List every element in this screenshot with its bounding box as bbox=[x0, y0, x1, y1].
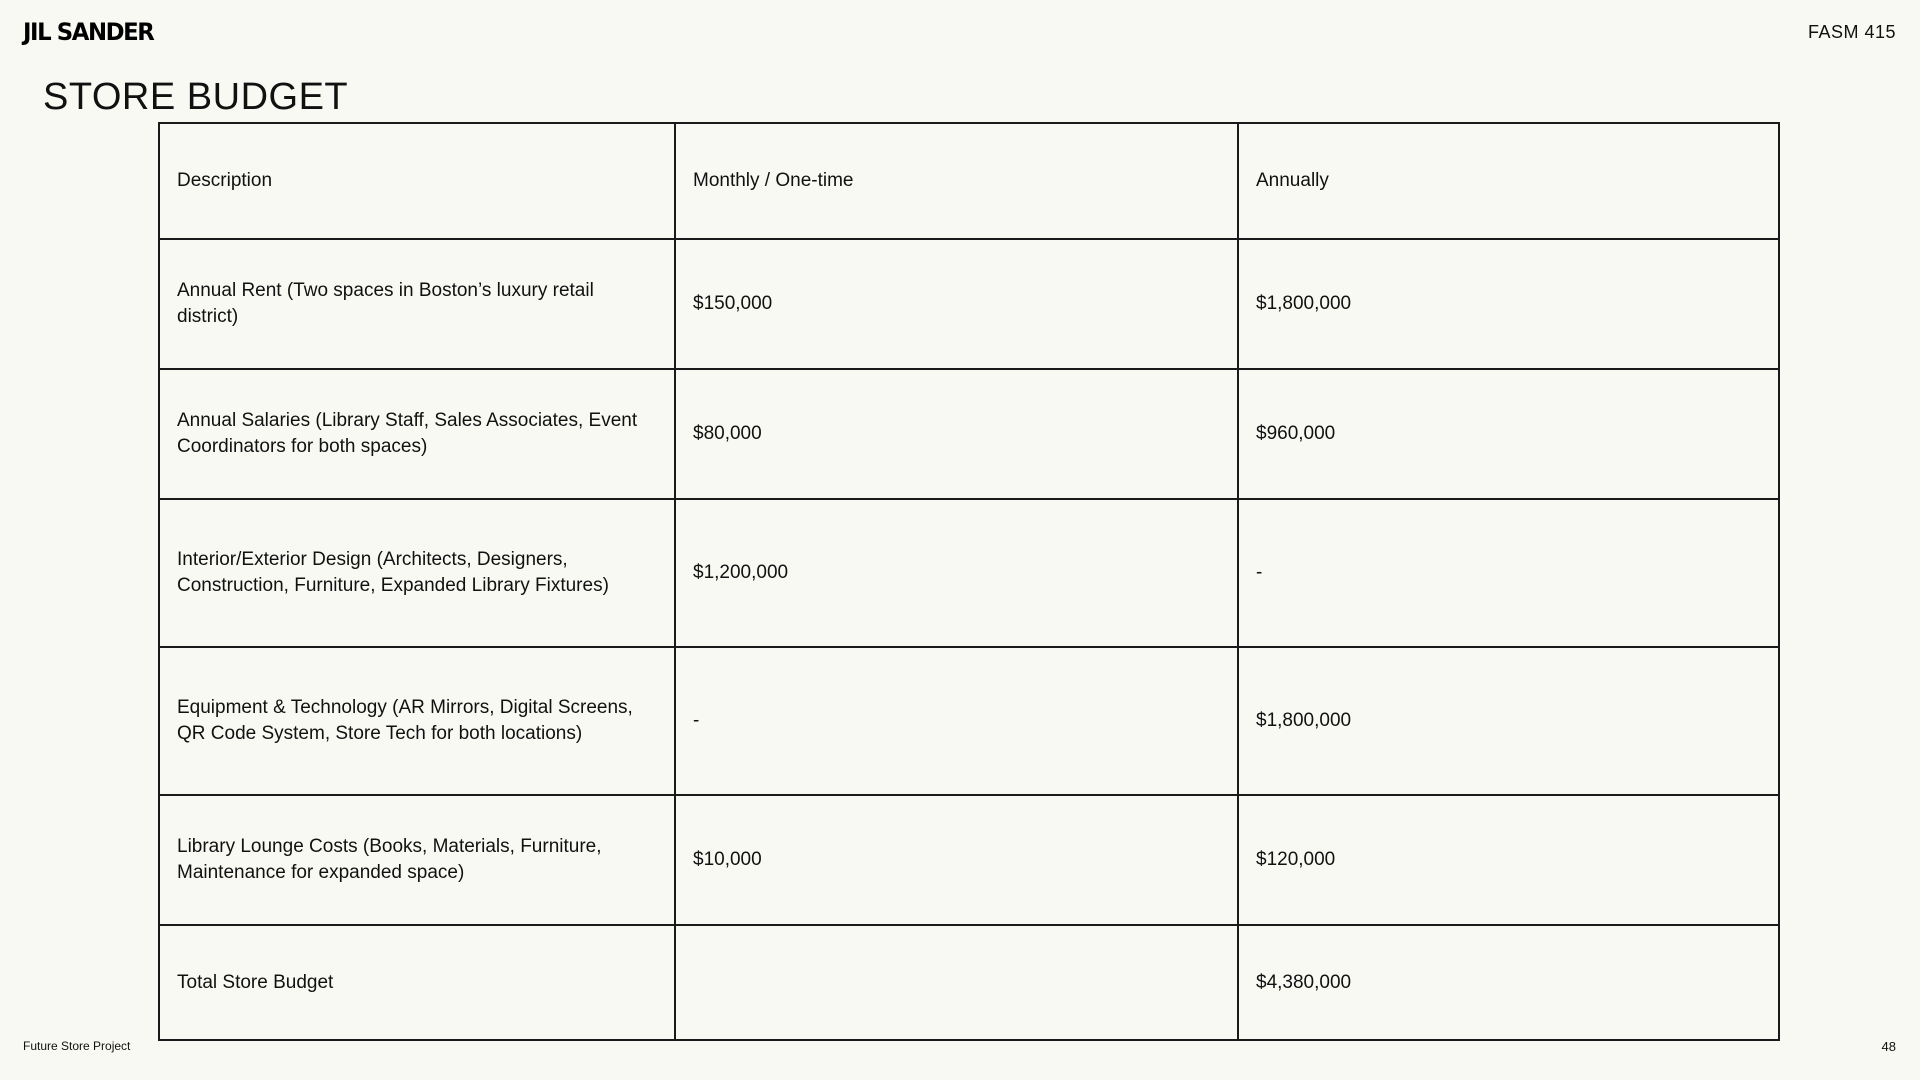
page-number: 48 bbox=[1881, 1039, 1896, 1054]
column-header-monthly: Monthly / One-time bbox=[675, 123, 1238, 239]
brand-logo: JIL SANDER bbox=[23, 18, 154, 46]
table-row bbox=[159, 499, 1779, 647]
row-annually: $120,000 bbox=[1238, 795, 1779, 925]
row-description: Equipment & Technology (AR Mirrors, Digital Screens, QR Code System, Store Tech for both locations) bbox=[159, 647, 675, 795]
row-monthly: $80,000 bbox=[675, 369, 1238, 499]
table-row bbox=[159, 795, 1779, 925]
budget-table bbox=[158, 122, 1780, 1041]
column-header-description: Description bbox=[159, 123, 675, 239]
row-description: Library Lounge Costs (Books, Materials, Furniture, Maintenance for expanded space) bbox=[159, 795, 675, 925]
row-annually: $1,800,000 bbox=[1238, 647, 1779, 795]
table-row bbox=[159, 239, 1779, 369]
row-description: Interior/Exterior Design (Architects, Designers, Construction, Furniture, Expanded Library Fixtures) bbox=[159, 499, 675, 647]
row-monthly: - bbox=[675, 647, 1238, 795]
table-total-row bbox=[159, 925, 1779, 1040]
course-code: FASM 415 bbox=[1807, 22, 1896, 42]
total-monthly bbox=[675, 925, 1238, 1040]
row-annually: $1,800,000 bbox=[1238, 239, 1779, 369]
row-description: Annual Rent (Two spaces in Boston’s luxury retail district) bbox=[159, 239, 675, 369]
budget-table-container bbox=[158, 122, 1780, 1041]
row-monthly: $1,200,000 bbox=[675, 499, 1238, 647]
total-annually: $4,380,000 bbox=[1238, 925, 1779, 1040]
row-annually: $960,000 bbox=[1238, 369, 1779, 499]
column-header-annually: Annually bbox=[1238, 123, 1779, 239]
table-header-row bbox=[159, 123, 1779, 239]
total-label: Total Store Budget bbox=[159, 925, 675, 1040]
row-annually: - bbox=[1238, 499, 1779, 647]
table-row bbox=[159, 647, 1779, 795]
row-monthly: $10,000 bbox=[675, 795, 1238, 925]
footer-project-name: Future Store Project bbox=[23, 1039, 131, 1053]
row-description: Annual Salaries (Library Staff, Sales Associates, Event Coordinators for both spaces) bbox=[159, 369, 675, 499]
row-monthly: $150,000 bbox=[675, 239, 1238, 369]
page-title: STORE BUDGET bbox=[43, 76, 349, 118]
table-row bbox=[159, 369, 1779, 499]
